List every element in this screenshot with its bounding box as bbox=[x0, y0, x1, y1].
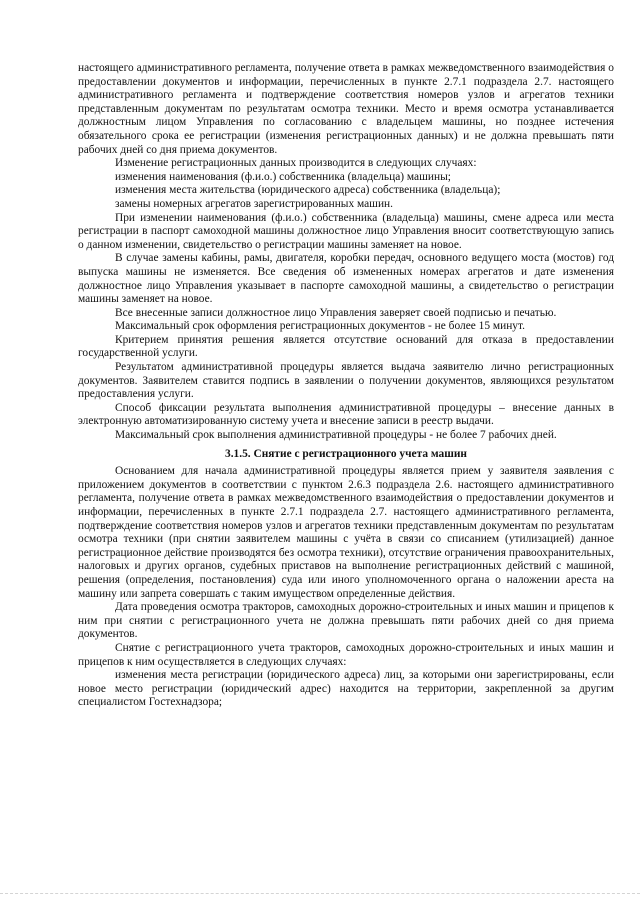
paragraph-basis: Основанием для начала административной процедуры является прием у заявителя заявления с приложением документов в соответствии с пунктом 2.6.3 подраздела 2.6. настоящего административного регламента, получение ответа в рамках межведомственного взаимодействия о предоставлении документов и информации, перечисленных в пункте 2.7.1 подраздела 2.7. настоящего административного регламента, подтверждение соответствия номеров узлов и агрегатов техники представленным документам по результатам осмотра техники (при снятии заявителем машины с учёта в связи со списанием (утилизацией) данное регистрационное действие производятся без осмотра техники), отсутствие ограничения правоохранительных, налоговых и других органов, судебных приставов на выполнение регистрационных действий с машиной, решения (определения, постановления) суда или иного уполномоченного органа о наложении ареста на машину или запрета совершать с таким имуществом определенные действия. bbox=[78, 465, 614, 600]
paragraph-decision-criterion: Критерием принятия решения является отсутствие оснований для отказа в предоставлении государственной услуги. bbox=[78, 333, 614, 360]
paragraph-aggregate-replacement: В случае замены кабины, рамы, двигателя, коробки передач, основного ведущего моста (мостов) год выпуска машины не изменяется. Все сведения об измененных номерах агрегатов и дате изменения должностное лицо Управления указывает в паспорте самоходной машины, а свидетельство о регистрации машины заменяет на новое. bbox=[78, 252, 614, 306]
paragraph-max-time-registration: Максимальный срок оформления регистрационных документов - не более 15 минут. bbox=[115, 320, 525, 333]
paragraph-fixation-method: Способ фиксации результата выполнения административной процедуры – внесение данных в электронную автоматизированную систему учета и внесение записи в реестр выдачи. bbox=[78, 401, 614, 428]
list-item-registration-place-change: изменения места регистрации (юридического адреса) лиц, за которыми они зарегистрированы, если новое место регистрации (юридический адрес) находится на территории, закрепленной за другим специалистом Гостехнадзора; bbox=[78, 669, 614, 709]
paragraph-continuation: настоящего административного регламента, получение ответа в рамках межведомственного взаимодействия о предоставлении документов и информации, перечисленных в пункте 2.7.1 подраздела 2.7. настоящего административного регламента и подтверждение соответствия номеров узлов и агрегатов техники представленным документам по результатам осмотра техники. Место и время осмотра устанавливается должностным лицом Управления по согласованию с владельцем машины, но позднее истечения обязательного срока ее регистрации (изменения регистрационных данных) и не должна превышать пяти рабочих дней со дня приема документов. bbox=[78, 62, 614, 156]
document-page bbox=[78, 62, 614, 710]
section-heading: 3.1.5. Снятие с регистрационного учета машин bbox=[225, 447, 467, 460]
paragraph-owner-change: При изменении наименования (ф.и.о.) собственника (владельца) машины, смене адреса или места регистрации в паспорт самоходной машины должностное лицо Управления вносит соответствующую запись о данном изменении, свидетельство о регистрации машины заменяет на новое. bbox=[78, 211, 614, 251]
paragraph-max-time-procedure: Максимальный срок выполнения административной процедуры - не более 7 рабочих дней. bbox=[115, 429, 557, 442]
list-item-address-change: изменения места жительства (юридического адреса) собственника (владельца); bbox=[115, 184, 501, 197]
footer-divider bbox=[0, 893, 640, 895]
paragraph-change-cases-intro: Изменение регистрационных данных производится в следующих случаях: bbox=[115, 157, 477, 170]
paragraph-signature: Все внесенные записи должностное лицо Управления заверяет своей подписью и печатью. bbox=[115, 306, 557, 319]
paragraph-inspection-date: Дата проведения осмотра тракторов, самоходных дорожно-строительных и иных машин и прицепов к ним при снятии с регистрационного учета не должна превышать пяти рабочих дней со дня приема документов. bbox=[78, 601, 614, 641]
list-item-aggregate-replacement: замены номерных агрегатов зарегистрированных машин. bbox=[115, 197, 393, 210]
paragraph-result: Результатом административной процедуры является выдача заявителю лично регистрационных документов. Заявителем ставится подпись в заявлении о получении документов, являющихся результатом предоставления услуги. bbox=[78, 361, 614, 401]
paragraph-deregistration-cases-intro: Снятие с регистрационного учета тракторов, самоходных дорожно-строительных и иных машин и прицепов к ним осуществляется в следующих случаях: bbox=[78, 641, 614, 668]
list-item-name-change: изменения наименования (ф.и.о.) собственника (владельца) машины; bbox=[115, 170, 451, 183]
